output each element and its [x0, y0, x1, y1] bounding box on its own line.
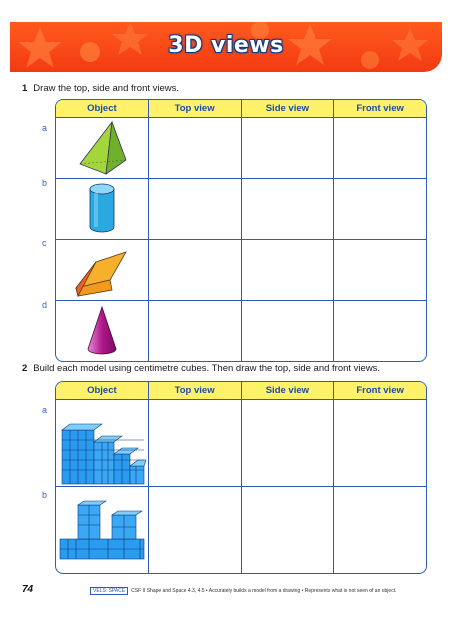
top-view-cell[interactable] [149, 301, 242, 361]
footer-curriculum-note [90, 588, 396, 594]
question-1-number: 1 [22, 83, 28, 94]
side-view-cell[interactable] [242, 487, 335, 573]
table-row [56, 400, 426, 487]
cone-icon [56, 301, 148, 361]
object-cell [56, 240, 149, 300]
footer-text: CSF II Shape and Space 4.3, 4.5 • Accurately builds a model from a drawing • Represents what is not seen of an object. [131, 588, 397, 594]
header-side-view: Side view [242, 100, 335, 117]
header-front-view: Front view [356, 385, 404, 396]
front-view-cell[interactable] [334, 118, 426, 178]
table-row [56, 487, 426, 573]
row-label: a [42, 123, 48, 133]
object-cell [56, 400, 149, 486]
row-label: b [42, 178, 48, 188]
row-label: a [42, 405, 48, 415]
row-label: b [42, 490, 48, 500]
side-view-cell[interactable] [242, 179, 335, 239]
question-2-number: 2 [22, 363, 28, 374]
question-2-prompt [22, 363, 380, 374]
header-front-view: Front view [356, 103, 404, 114]
top-view-cell[interactable] [149, 487, 242, 573]
front-view-cell[interactable] [334, 301, 426, 361]
object-cell [56, 487, 149, 573]
page-number: 74 [22, 584, 34, 595]
triangular-prism-icon [56, 240, 148, 300]
table-row [56, 179, 426, 240]
top-view-cell[interactable] [149, 400, 242, 486]
table-row [56, 118, 426, 179]
table-header [56, 382, 426, 400]
header-side-view: Side view [242, 382, 335, 399]
question-2-table [55, 381, 427, 574]
header-object: Object [56, 382, 149, 399]
side-view-cell[interactable] [242, 301, 335, 361]
title-banner [10, 22, 442, 72]
top-view-cell[interactable] [149, 118, 242, 178]
side-view-cell[interactable] [242, 400, 335, 486]
row-label: d [42, 300, 48, 310]
cube-towers-model-icon [56, 487, 148, 573]
header-top-view: Top view [149, 382, 242, 399]
top-view-cell[interactable] [149, 240, 242, 300]
front-view-cell[interactable] [334, 240, 426, 300]
page-title: 3D views [168, 33, 284, 58]
question-1-table [55, 99, 427, 362]
object-cell [56, 179, 149, 239]
header-top-view: Top view [149, 100, 242, 117]
object-cell [56, 118, 149, 178]
question-1-text: Draw the top, side and front views. [33, 83, 180, 94]
front-view-cell[interactable] [334, 179, 426, 239]
table-row [56, 240, 426, 301]
question-1-prompt [22, 83, 179, 94]
footer-tag: VELS: SPACE [90, 587, 128, 595]
side-view-cell[interactable] [242, 240, 335, 300]
front-view-cell[interactable] [334, 400, 426, 486]
table-header [56, 100, 426, 118]
table-row [56, 301, 426, 361]
row-label: c [42, 238, 47, 248]
cylinder-icon [56, 179, 148, 239]
object-cell [56, 301, 149, 361]
top-view-cell[interactable] [149, 179, 242, 239]
pyramid-icon [56, 118, 148, 178]
cube-stairs-model-icon [56, 400, 148, 486]
question-2-text: Build each model using centimetre cubes. Then draw the top, side and front views. [33, 363, 381, 374]
side-view-cell[interactable] [242, 118, 335, 178]
header-object: Object [56, 100, 149, 117]
front-view-cell[interactable] [334, 487, 426, 573]
